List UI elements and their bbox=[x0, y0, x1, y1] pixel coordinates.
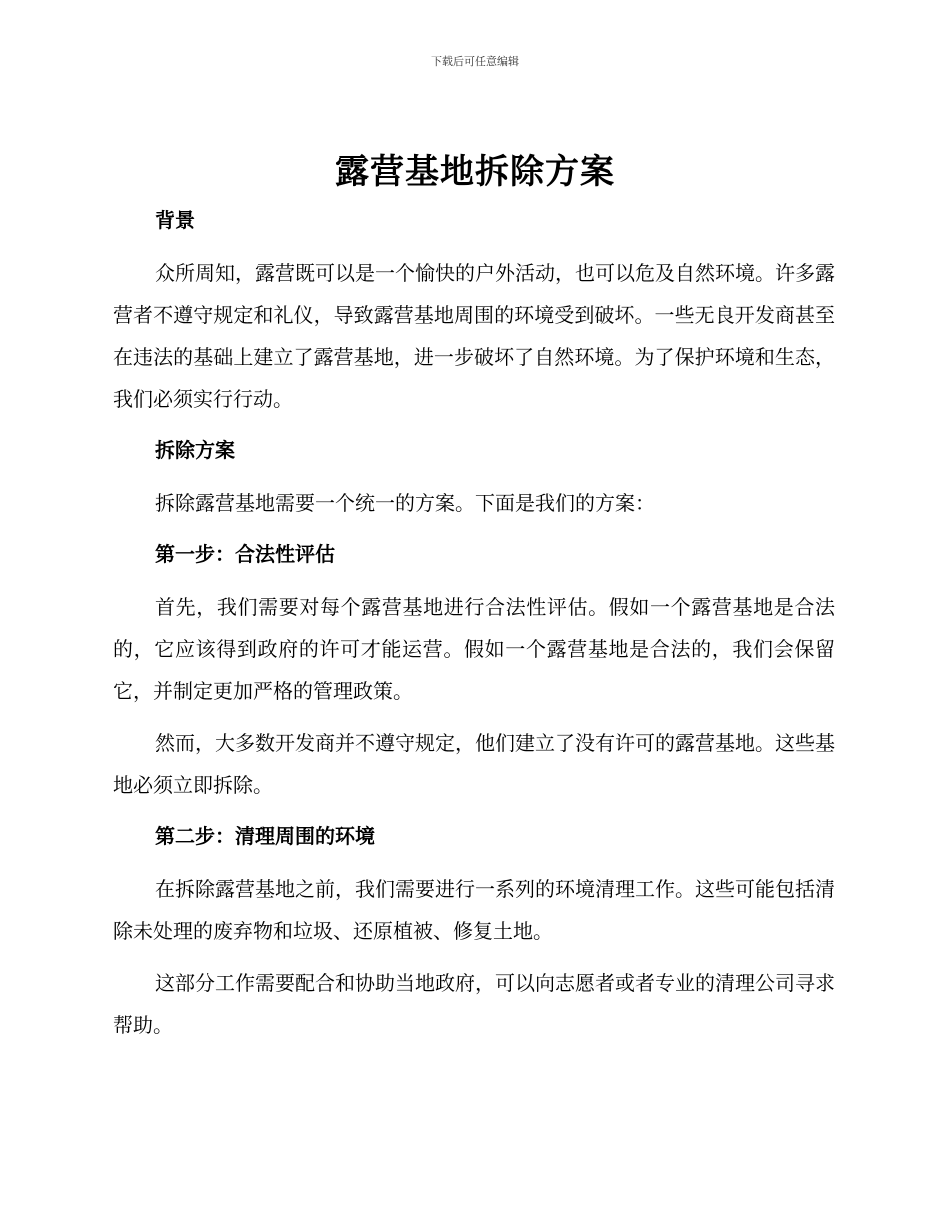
section-heading-step2: 第二步：清理周围的环境 bbox=[155, 824, 375, 848]
paragraph-step2-assistance: 这部分工作需要配合和协助当地政府，可以向志愿者或者专业的清理公司寻求帮助。 bbox=[113, 971, 835, 1037]
paragraph-plan-intro: 拆除露营基地需要一个统一的方案。下面是我们的方案： bbox=[155, 491, 655, 515]
section-heading-step1: 第一步：合法性评估 bbox=[155, 542, 335, 566]
document-body bbox=[113, 200, 835, 1046]
header-note: 下载后可任意编辑 bbox=[431, 55, 519, 68]
paragraph-step1-demolish: 然而，大多数开发商并不遵守规定，他们建立了没有许可的露营基地。这些基地必须立即拆除。 bbox=[113, 731, 835, 797]
document-title: 露营基地拆除方案 bbox=[335, 152, 615, 192]
paragraph-step2-cleanup: 在拆除露营基地之前，我们需要进行一系列的环境清理工作。这些可能包括清除未处理的废弃物和垃圾、还原植被、修复土地。 bbox=[113, 877, 835, 943]
section-heading-background: 背景 bbox=[155, 208, 195, 232]
paragraph-background: 众所周知，露营既可以是一个愉快的户外活动，也可以危及自然环境。许多露营者不遵守规定和礼仪，导致露营基地周围的环境受到破坏。一些无良开发商甚至在违法的基础上建立了露营基地，进一步破坏了自然环境。为了保护环境和生态，我们必须实行行动。 bbox=[113, 261, 835, 411]
section-heading-plan: 拆除方案 bbox=[155, 438, 235, 462]
paragraph-step1-legality: 首先，我们需要对每个露营基地进行合法性评估。假如一个露营基地是合法的，它应该得到政府的许可才能运营。假如一个露营基地是合法的，我们会保留它，并制定更加严格的管理政策。 bbox=[113, 595, 835, 703]
